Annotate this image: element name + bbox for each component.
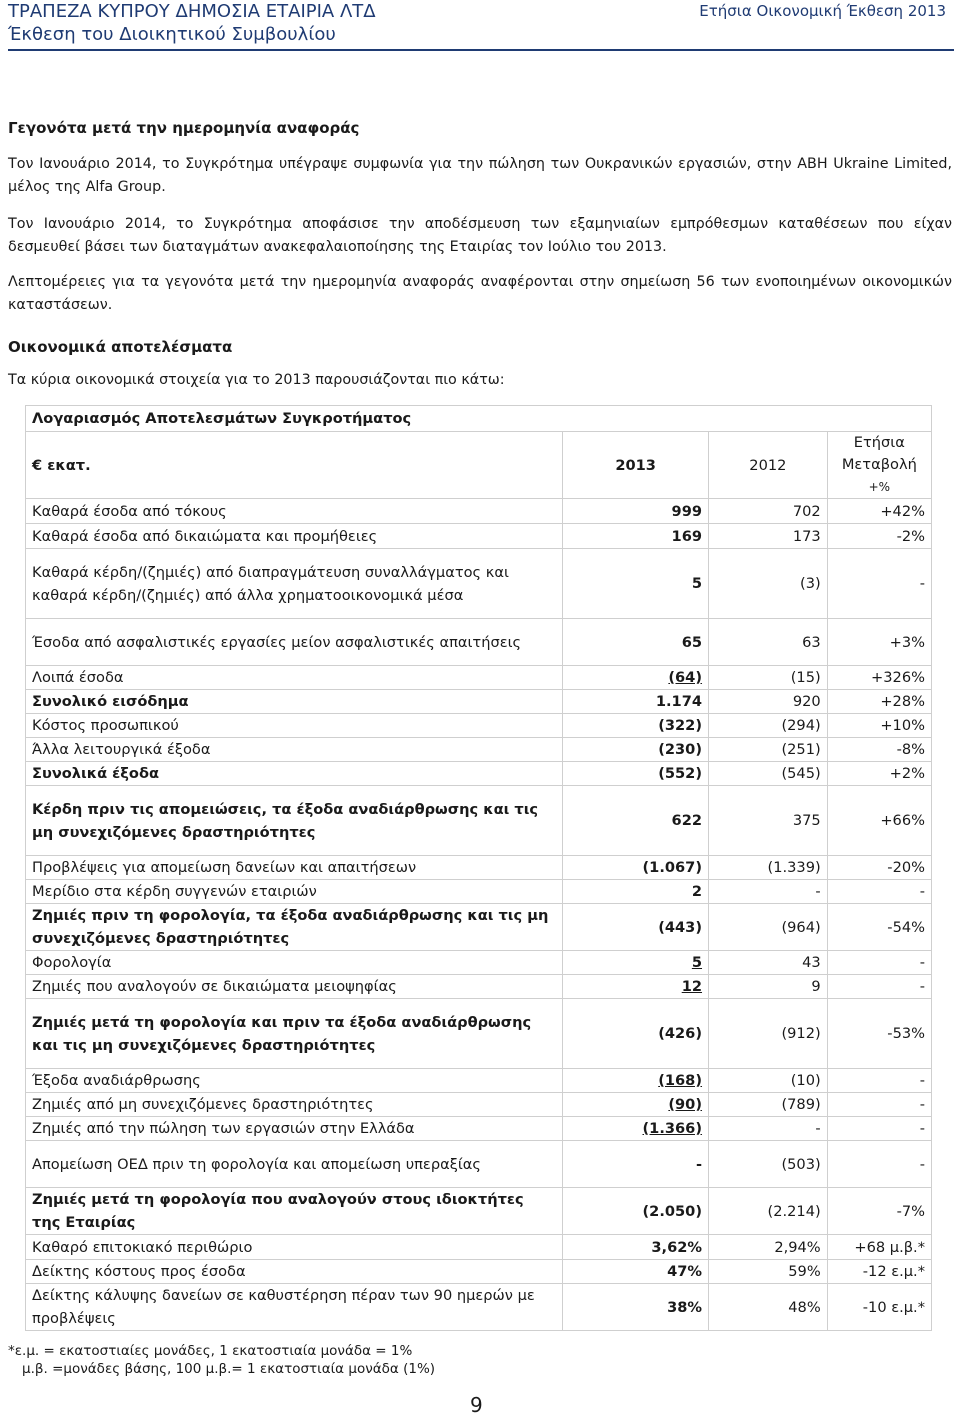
annual-change: -20% — [827, 856, 931, 880]
table-row — [26, 880, 932, 904]
change-header-line-3: +% — [868, 480, 891, 494]
events-paragraph-2: Τον Ιανουάριο 2014, το Συγκρότημα αποφάσισε την αποδέσμευση των εξαμηνιαίων εμπρόθεσμων καταθέσεων που είχαν δεσμευθεί βάσει των διαταγμάτων ανακεφαλαιοποίησης της Εταιρίας τον Ιούλιο του 2013. — [8, 216, 952, 255]
table-row — [26, 1260, 932, 1284]
value-2013: (443) — [563, 904, 709, 951]
table-row — [26, 714, 932, 738]
value-2012: (294) — [709, 714, 828, 738]
value-2013: (90) — [563, 1093, 709, 1117]
value-2013: 1.174 — [563, 690, 709, 714]
value-2012: 702 — [709, 499, 828, 524]
value-2013: 38% — [563, 1284, 709, 1331]
row-label: Δείκτης κόστους προς έσοδα — [26, 1260, 563, 1284]
row-label: Έσοδα από ασφαλιστικές εργασίες μείον ασφαλιστικές απαιτήσεις — [26, 619, 563, 666]
annual-change: - — [827, 1093, 931, 1117]
table-row — [26, 738, 932, 762]
footnote-1: *ε.μ. = εκατοστιαίες μονάδες, 1 εκατοστιαία μονάδα = 1% — [8, 1343, 413, 1359]
table-row — [26, 549, 932, 619]
annual-change: - — [827, 951, 931, 975]
row-label: Έξοδα αναδιάρθρωσης — [26, 1069, 563, 1093]
value-2013: (322) — [563, 714, 709, 738]
row-label: Απομείωση ΟΕΔ πριν τη φορολογία και απομείωση υπεραξίας — [26, 1141, 563, 1188]
row-label: Ζημιές από την πώληση των εργασιών στην Ελλάδα — [26, 1117, 563, 1141]
table-row — [26, 524, 932, 549]
row-label: Συνολικά έξοδα — [26, 762, 563, 786]
annual-change: - — [827, 1069, 931, 1093]
annual-change: +66% — [827, 786, 931, 856]
value-2013: (1.067) — [563, 856, 709, 880]
income-statement-table — [25, 405, 932, 1331]
value-2012: 43 — [709, 951, 828, 975]
footnote-2: μ.β. =μονάδες βάσης, 100 μ.β.= 1 εκατοστιαία μονάδα (1%) — [22, 1361, 436, 1377]
column-header-2012: 2012 — [709, 432, 828, 499]
table-row — [26, 499, 932, 524]
page-number: 9 — [470, 1393, 483, 1417]
table-row — [26, 1235, 932, 1260]
table-row — [26, 1188, 932, 1235]
value-2012: (912) — [709, 999, 828, 1069]
value-2012: (545) — [709, 762, 828, 786]
annual-change: - — [827, 1117, 931, 1141]
table-row — [26, 999, 932, 1069]
value-2013: (2.050) — [563, 1188, 709, 1235]
value-2012: 920 — [709, 690, 828, 714]
annual-change: -7% — [827, 1188, 931, 1235]
column-header-change — [827, 432, 931, 499]
results-heading: Οικονομικά αποτελέσματα — [8, 338, 233, 356]
annual-change: +10% — [827, 714, 931, 738]
annual-change: +3% — [827, 619, 931, 666]
table-row — [26, 951, 932, 975]
change-header-line-1: Ετήσια — [853, 434, 905, 451]
value-2013: 622 — [563, 786, 709, 856]
table-row — [26, 1284, 932, 1331]
table-row — [26, 1069, 932, 1093]
table-header-row — [26, 432, 932, 499]
value-2013: (552) — [563, 762, 709, 786]
table-row — [26, 666, 932, 690]
value-2012: (3) — [709, 549, 828, 619]
annual-change: -2% — [827, 524, 931, 549]
value-2012: 48% — [709, 1284, 828, 1331]
table-row — [26, 975, 932, 999]
row-label: Ζημιές που αναλογούν σε δικαιώματα μειοψηφίας — [26, 975, 563, 999]
value-2013: 999 — [563, 499, 709, 524]
header-divider — [8, 49, 954, 51]
row-label: Συνολικό εισόδημα — [26, 690, 563, 714]
results-intro: Τα κύρια οικονομικά στοιχεία για το 2013 παρουσιάζονται πιο κάτω: — [8, 372, 505, 388]
value-2013: (1.366) — [563, 1117, 709, 1141]
annual-change: -10 ε.μ.* — [827, 1284, 931, 1331]
table-title: Λογαριασμός Αποτελεσμάτων Συγκροτήματος — [26, 406, 932, 432]
column-header-2013: 2013 — [563, 432, 709, 499]
value-2012: 173 — [709, 524, 828, 549]
row-label: Καθαρό επιτοκιακό περιθώριο — [26, 1235, 563, 1260]
row-label: Ζημιές πριν τη φορολογία, τα έξοδα αναδιάρθρωσης και τις μη συνεχιζόμενες δραστηριότητες — [26, 904, 563, 951]
annual-change: +326% — [827, 666, 931, 690]
row-label: Καθαρά κέρδη/(ζημιές) από διαπραγμάτευση συναλλάγματος και καθαρά κέρδη/(ζημιές) από άλλα χρηματοοικονομικά μέσα — [26, 549, 563, 619]
report-title: Ετήσια Οικονομική Έκθεση 2013 — [699, 2, 946, 20]
annual-change: -54% — [827, 904, 931, 951]
row-label: Προβλέψεις για απομείωση δανείων και απαιτήσεων — [26, 856, 563, 880]
annual-change: +28% — [827, 690, 931, 714]
change-header-line-2: Μεταβολή — [841, 456, 917, 473]
column-header-unit: € εκατ. — [26, 432, 563, 499]
value-2012: (1.339) — [709, 856, 828, 880]
header-left — [8, 0, 376, 46]
value-2012: (503) — [709, 1141, 828, 1188]
table-row — [26, 762, 932, 786]
value-2013: (230) — [563, 738, 709, 762]
row-label: Ζημιές μετά τη φορολογία που αναλογούν στους ιδιοκτήτες της Εταιρίας — [26, 1188, 563, 1235]
value-2013: 5 — [563, 951, 709, 975]
value-2013: (64) — [563, 666, 709, 690]
report-section: Έκθεση του Διοικητικού Συμβουλίου — [8, 24, 336, 45]
value-2013: 169 — [563, 524, 709, 549]
annual-change: - — [827, 549, 931, 619]
row-label: Λοιπά έσοδα — [26, 666, 563, 690]
company-name: ΤΡΑΠΕΖΑ ΚΥΠΡΟΥ ΔΗΜΟΣΙΑ ΕΤΑΙΡΙΑ ΛΤΔ — [8, 1, 376, 22]
events-paragraph-3: Λεπτομέρειες για τα γεγονότα μετά την ημερομηνία αναφοράς αναφέρονται στην σημείωση 56 των ενοποιημένων οικονομικών καταστάσεων. — [8, 274, 952, 313]
value-2012: 9 — [709, 975, 828, 999]
annual-change: +42% — [827, 499, 931, 524]
value-2012: (964) — [709, 904, 828, 951]
row-label: Κόστος προσωπικού — [26, 714, 563, 738]
value-2012: 2,94% — [709, 1235, 828, 1260]
events-paragraph-1: Τον Ιανουάριο 2014, το Συγκρότημα υπέγραψε συμφωνία για την πώληση των Ουκρανικών εργασιών, στην ABH Ukraine Limited, μέλος της Alfa Group. — [8, 156, 952, 195]
annual-change: +68 μ.β.* — [827, 1235, 931, 1260]
table-row — [26, 690, 932, 714]
value-2013: 5 — [563, 549, 709, 619]
value-2012: (789) — [709, 1093, 828, 1117]
row-label: Μερίδιο στα κέρδη συγγενών εταιριών — [26, 880, 563, 904]
value-2012: 375 — [709, 786, 828, 856]
annual-change: - — [827, 1141, 931, 1188]
value-2012: (2.214) — [709, 1188, 828, 1235]
table-title-row — [26, 406, 932, 432]
annual-change: -8% — [827, 738, 931, 762]
value-2013: - — [563, 1141, 709, 1188]
value-2013: 47% — [563, 1260, 709, 1284]
table-row — [26, 619, 932, 666]
annual-change: - — [827, 975, 931, 999]
value-2013: 65 — [563, 619, 709, 666]
table-row — [26, 904, 932, 951]
row-label: Καθαρά έσοδα από δικαιώματα και προμήθειες — [26, 524, 563, 549]
annual-change: - — [827, 880, 931, 904]
value-2013: 3,62% — [563, 1235, 709, 1260]
value-2012: 59% — [709, 1260, 828, 1284]
value-2013: (426) — [563, 999, 709, 1069]
row-label: Φορολογία — [26, 951, 563, 975]
annual-change: -53% — [827, 999, 931, 1069]
annual-change: -12 ε.μ.* — [827, 1260, 931, 1284]
events-heading: Γεγονότα μετά την ημερομηνία αναφοράς — [8, 119, 360, 137]
value-2012: - — [709, 1117, 828, 1141]
table-row — [26, 786, 932, 856]
table-row — [26, 856, 932, 880]
table-row — [26, 1117, 932, 1141]
row-label: Κέρδη πριν τις απομειώσεις, τα έξοδα αναδιάρθρωσης και τις μη συνεχιζόμενες δραστηριότητες — [26, 786, 563, 856]
table-row — [26, 1093, 932, 1117]
content — [8, 118, 952, 392]
value-2013: 2 — [563, 880, 709, 904]
value-2013: (168) — [563, 1069, 709, 1093]
row-label: Ζημιές μετά τη φορολογία και πριν τα έξοδα αναδιάρθρωσης και τις μη συνεχιζόμενες δραστηριότητες — [26, 999, 563, 1069]
value-2013: 12 — [563, 975, 709, 999]
table-row — [26, 1141, 932, 1188]
row-label: Δείκτης κάλυψης δανείων σε καθυστέρηση πέραν των 90 ημερών με προβλέψεις — [26, 1284, 563, 1331]
value-2012: - — [709, 880, 828, 904]
annual-change: +2% — [827, 762, 931, 786]
row-label: Καθαρά έσοδα από τόκους — [26, 499, 563, 524]
value-2012: 63 — [709, 619, 828, 666]
row-label: Ζημιές από μη συνεχιζόμενες δραστηριότητες — [26, 1093, 563, 1117]
value-2012: (251) — [709, 738, 828, 762]
value-2012: (15) — [709, 666, 828, 690]
row-label: Άλλα λειτουργικά έξοδα — [26, 738, 563, 762]
value-2012: (10) — [709, 1069, 828, 1093]
